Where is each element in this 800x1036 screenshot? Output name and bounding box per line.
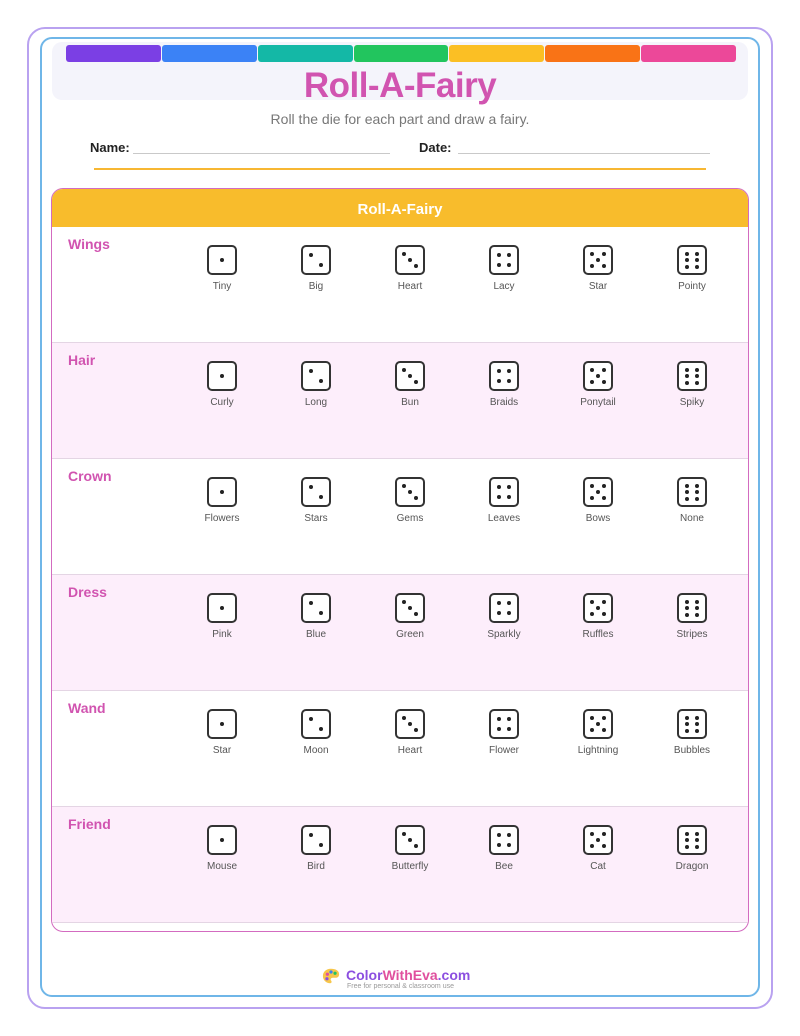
option-label: Butterfly	[391, 861, 429, 872]
die-four-icon	[489, 825, 519, 855]
die-pip	[408, 606, 412, 610]
die-pip	[507, 263, 511, 267]
option-label: Braids	[489, 397, 519, 408]
footer-tagline: Free for personal & classroom use	[347, 983, 454, 990]
die-pip	[408, 374, 412, 378]
die-pip	[685, 258, 689, 262]
die-pip	[695, 722, 699, 726]
row-label: Crown	[68, 468, 112, 484]
die-pip	[507, 833, 511, 837]
die-five-icon	[583, 593, 613, 623]
die-pip	[497, 495, 501, 499]
roll-option	[177, 245, 267, 292]
roll-option	[647, 361, 737, 408]
row-label: Hair	[68, 352, 96, 368]
die-four-icon	[489, 245, 519, 275]
option-label: Heart	[397, 281, 423, 292]
die-four-icon	[489, 361, 519, 391]
roll-option	[177, 593, 267, 640]
die-three-icon	[395, 709, 425, 739]
die-pip	[695, 497, 699, 501]
die-four-icon	[489, 593, 519, 623]
roll-option	[365, 361, 455, 408]
die-pip	[408, 722, 412, 726]
die-one-icon	[207, 825, 237, 855]
die-pip	[402, 832, 406, 836]
die-pip	[590, 252, 594, 256]
die-pip	[602, 264, 606, 268]
page-subtitle: Roll the die for each part and draw a fairy.	[270, 111, 530, 127]
roll-option	[177, 477, 267, 524]
table-row	[52, 575, 748, 691]
die-six-icon	[677, 245, 707, 275]
option-label: Moon	[303, 745, 329, 756]
die-pip	[602, 368, 606, 372]
rainbow-segment	[641, 45, 736, 62]
option-label: Bun	[401, 397, 419, 408]
date-label: Date:	[419, 140, 452, 155]
brand-part-3: .com	[437, 967, 471, 983]
die-pip	[602, 844, 606, 848]
die-pip	[319, 843, 323, 847]
die-pip	[695, 252, 699, 256]
option-label: Lacy	[493, 281, 515, 292]
die-pip	[507, 485, 511, 489]
die-pip	[414, 612, 418, 616]
die-pip	[602, 612, 606, 616]
die-pip	[497, 727, 501, 731]
die-pip	[590, 264, 594, 268]
name-label: Name:	[90, 140, 130, 155]
die-pip	[695, 838, 699, 842]
die-pip	[695, 606, 699, 610]
die-pip	[596, 838, 600, 842]
die-pip	[319, 611, 323, 615]
die-pip	[695, 729, 699, 733]
row-label: Dress	[68, 584, 107, 600]
option-label: Lightning	[577, 745, 619, 756]
die-pip	[319, 495, 323, 499]
roll-option	[365, 477, 455, 524]
die-three-icon	[395, 361, 425, 391]
roll-table	[51, 188, 749, 932]
roll-option	[365, 709, 455, 756]
option-label: Blue	[305, 629, 326, 640]
roll-option	[647, 709, 737, 756]
option-label: Tiny	[212, 281, 232, 292]
die-pip	[602, 600, 606, 604]
die-pip	[497, 601, 501, 605]
die-pip	[309, 833, 313, 837]
die-pip	[402, 600, 406, 604]
die-pip	[507, 727, 511, 731]
option-label: Green	[396, 629, 424, 640]
die-pip	[596, 490, 600, 494]
roll-option	[177, 361, 267, 408]
die-pip	[602, 832, 606, 836]
roll-option	[647, 825, 737, 872]
die-two-icon	[301, 825, 331, 855]
roll-option	[365, 825, 455, 872]
die-five-icon	[583, 825, 613, 855]
die-pip	[590, 612, 594, 616]
die-pip	[695, 484, 699, 488]
rainbow-segment	[162, 45, 257, 62]
die-pip	[497, 369, 501, 373]
die-pip	[695, 381, 699, 385]
die-pip	[309, 717, 313, 721]
roll-option	[553, 245, 643, 292]
die-pip	[695, 265, 699, 269]
die-one-icon	[207, 709, 237, 739]
die-pip	[507, 601, 511, 605]
option-label: Bubbles	[673, 745, 711, 756]
roll-option	[647, 593, 737, 640]
die-six-icon	[677, 361, 707, 391]
die-six-icon	[677, 825, 707, 855]
die-pip	[319, 727, 323, 731]
die-pip	[220, 606, 224, 610]
die-pip	[685, 490, 689, 494]
die-pip	[507, 495, 511, 499]
option-label: Pink	[212, 629, 232, 640]
die-pip	[590, 496, 594, 500]
roll-option	[177, 709, 267, 756]
roll-option	[271, 361, 361, 408]
option-label: Leaves	[487, 513, 521, 524]
die-pip	[402, 716, 406, 720]
option-label: Star	[212, 745, 232, 756]
die-pip	[220, 258, 224, 262]
die-two-icon	[301, 245, 331, 275]
roll-option	[271, 245, 361, 292]
roll-option	[271, 477, 361, 524]
die-pip	[685, 729, 689, 733]
die-pip	[685, 600, 689, 604]
option-label: Pointy	[678, 281, 706, 292]
die-pip	[408, 490, 412, 494]
die-pip	[497, 485, 501, 489]
table-rows	[52, 227, 748, 923]
die-pip	[695, 374, 699, 378]
die-pip	[695, 600, 699, 604]
roll-option	[553, 593, 643, 640]
name-line[interactable]	[133, 153, 390, 154]
brand-part-2: WithEva	[382, 967, 438, 983]
die-pip	[695, 490, 699, 494]
die-pip	[507, 611, 511, 615]
die-pip	[414, 728, 418, 732]
die-pip	[695, 613, 699, 617]
die-six-icon	[677, 709, 707, 739]
die-two-icon	[301, 477, 331, 507]
die-two-icon	[301, 709, 331, 739]
die-pip	[402, 252, 406, 256]
rainbow-segment	[545, 45, 640, 62]
die-two-icon	[301, 593, 331, 623]
option-label: Heart	[397, 745, 423, 756]
row-label: Wand	[68, 700, 106, 716]
option-label: Sparkly	[487, 629, 521, 640]
die-pip	[685, 368, 689, 372]
option-label: Long	[304, 397, 328, 408]
die-pip	[602, 728, 606, 732]
die-pip	[507, 717, 511, 721]
row-label: Friend	[68, 816, 111, 832]
option-label: Dragon	[675, 861, 709, 872]
die-pip	[596, 258, 600, 262]
die-pip	[602, 252, 606, 256]
die-pip	[685, 613, 689, 617]
die-pip	[309, 485, 313, 489]
die-pip	[590, 380, 594, 384]
die-pip	[220, 374, 224, 378]
die-pip	[309, 253, 313, 257]
option-label: Spiky	[679, 397, 705, 408]
option-label: Flower	[488, 745, 519, 756]
die-pip	[685, 832, 689, 836]
option-label: Bird	[307, 861, 325, 872]
table-row	[52, 691, 748, 807]
die-pip	[497, 263, 501, 267]
die-pip	[507, 369, 511, 373]
die-five-icon	[583, 361, 613, 391]
die-pip	[497, 717, 501, 721]
die-three-icon	[395, 825, 425, 855]
die-pip	[685, 838, 689, 842]
die-pip	[220, 722, 224, 726]
die-pip	[685, 716, 689, 720]
die-pip	[507, 843, 511, 847]
die-pip	[414, 844, 418, 848]
option-label: Stripes	[676, 629, 708, 640]
rainbow-bar	[66, 45, 736, 62]
die-pip	[695, 716, 699, 720]
option-label: Mouse	[206, 861, 237, 872]
roll-option	[553, 361, 643, 408]
footer-brand[interactable]	[346, 967, 470, 983]
page-title: Roll-A-Fairy	[303, 66, 497, 105]
roll-option	[365, 593, 455, 640]
die-pip	[507, 253, 511, 257]
roll-option	[647, 245, 737, 292]
die-four-icon	[489, 477, 519, 507]
die-pip	[590, 728, 594, 732]
roll-option	[647, 477, 737, 524]
table-header: Roll-A-Fairy	[52, 189, 748, 227]
die-five-icon	[583, 245, 613, 275]
die-pip	[695, 845, 699, 849]
option-label: Curly	[210, 397, 234, 408]
option-label: Stars	[304, 513, 328, 524]
option-label: Cat	[590, 861, 606, 872]
die-pip	[408, 258, 412, 262]
roll-option	[459, 361, 549, 408]
option-label: Big	[308, 281, 324, 292]
die-two-icon	[301, 361, 331, 391]
die-pip	[685, 484, 689, 488]
die-four-icon	[489, 709, 519, 739]
roll-option	[271, 825, 361, 872]
die-pip	[319, 379, 323, 383]
option-label: Star	[588, 281, 608, 292]
die-pip	[414, 496, 418, 500]
die-three-icon	[395, 593, 425, 623]
die-pip	[602, 484, 606, 488]
table-row	[52, 227, 748, 343]
option-label: None	[680, 513, 704, 524]
die-pip	[685, 265, 689, 269]
brand-part-1: Color	[346, 967, 383, 983]
die-pip	[685, 722, 689, 726]
die-six-icon	[677, 477, 707, 507]
die-one-icon	[207, 245, 237, 275]
die-one-icon	[207, 477, 237, 507]
die-pip	[497, 611, 501, 615]
roll-option	[459, 593, 549, 640]
die-pip	[685, 845, 689, 849]
roll-option	[553, 825, 643, 872]
die-pip	[596, 722, 600, 726]
palette-icon	[322, 967, 340, 985]
die-pip	[685, 374, 689, 378]
die-five-icon	[583, 477, 613, 507]
option-label: Ponytail	[580, 397, 616, 408]
die-pip	[408, 838, 412, 842]
option-label: Gems	[396, 513, 424, 524]
die-pip	[596, 374, 600, 378]
die-pip	[309, 369, 313, 373]
roll-option	[459, 709, 549, 756]
die-pip	[497, 843, 501, 847]
die-pip	[414, 264, 418, 268]
row-label: Wings	[68, 236, 110, 252]
die-six-icon	[677, 593, 707, 623]
die-pip	[695, 258, 699, 262]
table-row	[52, 459, 748, 575]
roll-option	[365, 245, 455, 292]
option-label: Bee	[495, 861, 513, 872]
divider-rule	[94, 168, 706, 170]
die-pip	[220, 490, 224, 494]
die-pip	[602, 716, 606, 720]
die-pip	[402, 368, 406, 372]
die-one-icon	[207, 593, 237, 623]
roll-option	[459, 245, 549, 292]
die-pip	[414, 380, 418, 384]
die-three-icon	[395, 477, 425, 507]
die-three-icon	[395, 245, 425, 275]
die-pip	[695, 368, 699, 372]
die-pip	[507, 379, 511, 383]
die-pip	[685, 606, 689, 610]
option-label: Flowers	[204, 513, 240, 524]
date-line[interactable]	[458, 153, 710, 154]
die-pip	[497, 253, 501, 257]
die-pip	[602, 380, 606, 384]
rainbow-segment	[258, 45, 353, 62]
roll-option	[553, 477, 643, 524]
die-pip	[590, 600, 594, 604]
roll-option	[177, 825, 267, 872]
die-pip	[590, 484, 594, 488]
die-pip	[685, 381, 689, 385]
die-pip	[590, 832, 594, 836]
option-label: Ruffles	[582, 629, 614, 640]
die-pip	[596, 606, 600, 610]
die-pip	[685, 497, 689, 501]
die-pip	[402, 484, 406, 488]
die-pip	[685, 252, 689, 256]
rainbow-segment	[449, 45, 544, 62]
die-pip	[309, 601, 313, 605]
die-pip	[497, 833, 501, 837]
rainbow-segment	[354, 45, 449, 62]
roll-option	[459, 825, 549, 872]
footer-brand-block	[322, 966, 492, 996]
die-pip	[497, 379, 501, 383]
die-pip	[220, 838, 224, 842]
die-one-icon	[207, 361, 237, 391]
die-pip	[602, 496, 606, 500]
table-row	[52, 807, 748, 923]
table-row	[52, 343, 748, 459]
rainbow-segment	[66, 45, 161, 62]
die-pip	[590, 716, 594, 720]
roll-option	[271, 709, 361, 756]
die-pip	[590, 844, 594, 848]
roll-option	[459, 477, 549, 524]
die-pip	[319, 263, 323, 267]
roll-option	[553, 709, 643, 756]
die-five-icon	[583, 709, 613, 739]
die-pip	[590, 368, 594, 372]
roll-option	[271, 593, 361, 640]
die-pip	[695, 832, 699, 836]
option-label: Bows	[585, 513, 611, 524]
